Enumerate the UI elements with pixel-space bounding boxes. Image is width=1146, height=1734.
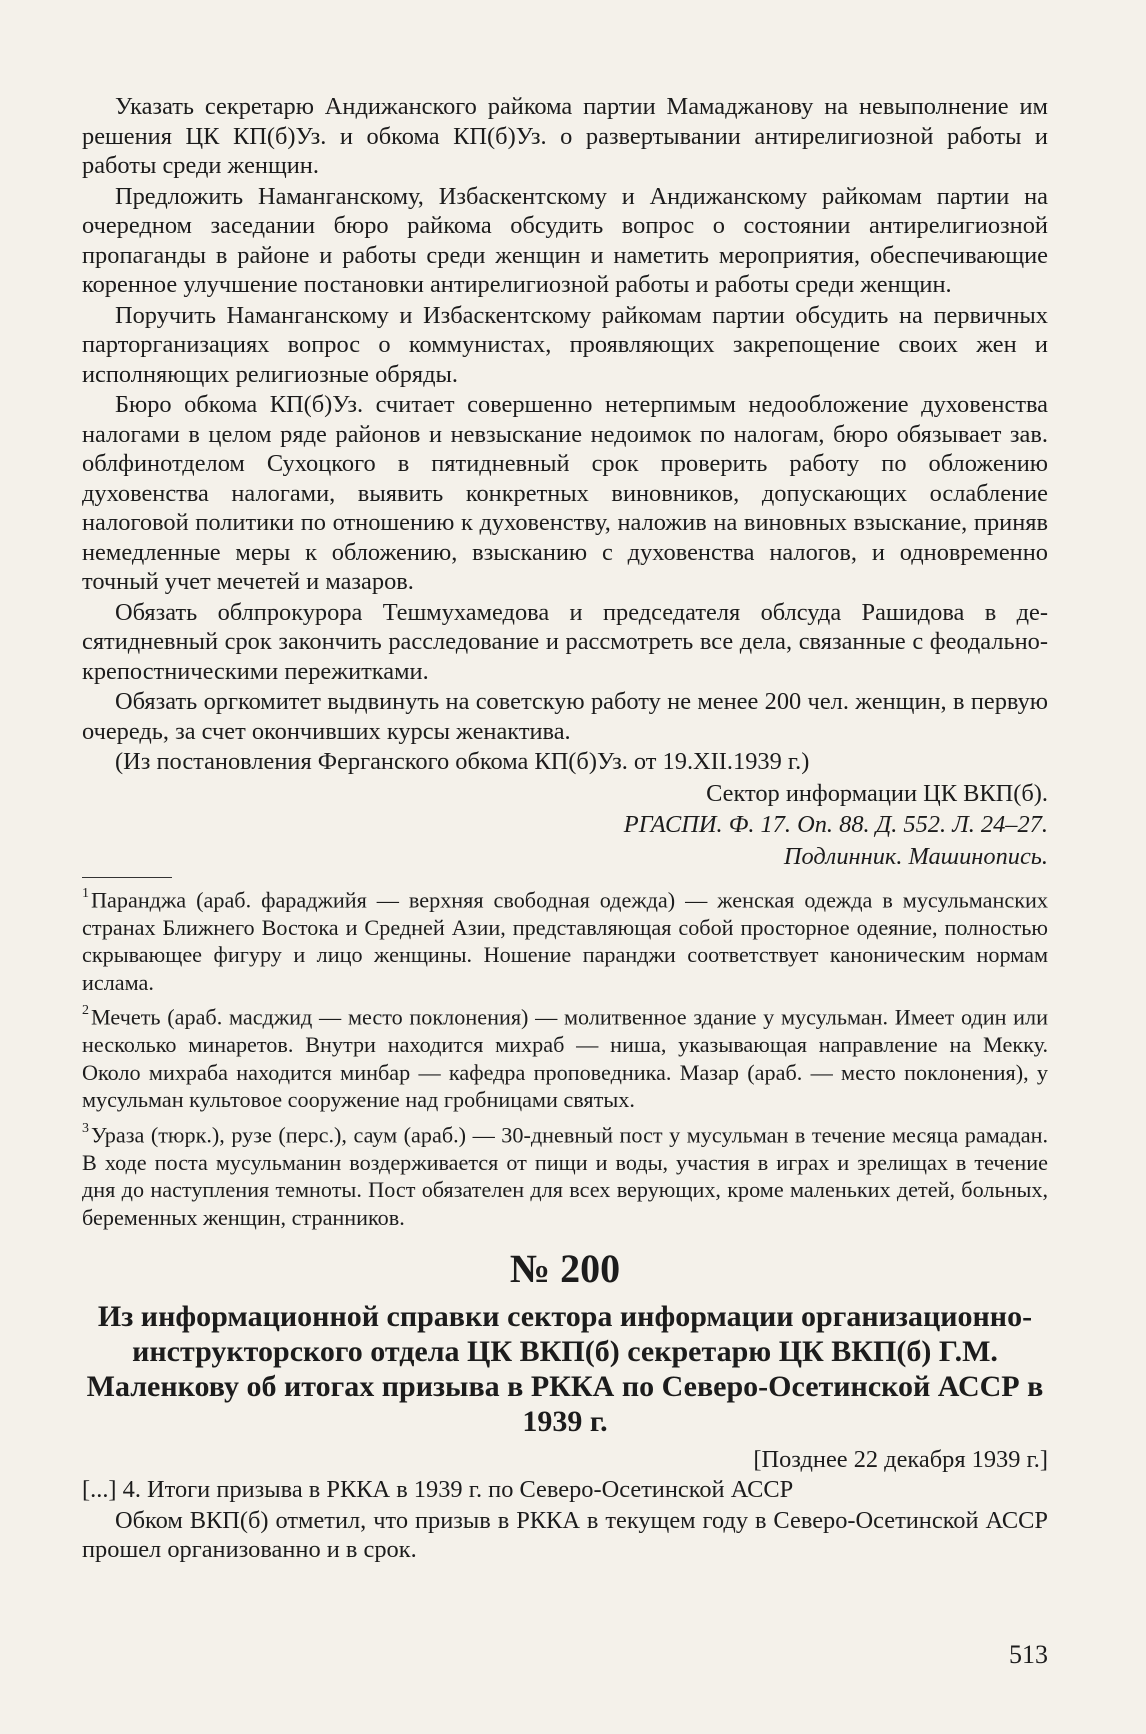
footnote-number: 3	[82, 1120, 89, 1136]
section-line: [...] 4. Итоги призыва в РККА в 1939 г. по Северо-Осетинской АССР	[82, 1476, 794, 1504]
footnote	[82, 882, 1048, 996]
paragraph: Указать секретарю Андижанского райкома партии Мамаджанову на невыполнение им решения ЦК КП(б)Уз. и обкома КП(б)Уз. о развертывании антирелигиозной работы и работы среди женщин.	[82, 93, 1048, 179]
footnote-number: 1	[82, 886, 89, 901]
paragraph: Обязать оргкомитет выдвинуть на советскую работу не менее 200 чел. женщин, в первую очередь, за счет окончивших курсы женактива.	[82, 688, 1048, 745]
footnote-text: Паранджа (араб. фараджийя — верхняя свободная одежда) — женская одежда в мусульманских странах Ближнего Востока и Средней Азии, представляющая собой просторное одеяние, полностью скрывающее фигуру и лицо женщины. Ношение паранджи соответствует каноническим нормам ислама.	[82, 887, 1048, 995]
footnote-text: Мечеть (араб. масджид — место поклонения) — молитвенное здание у мусульман. Имеет один или несколько минаретов. Внутри находится михраб — ниша, указывающая направление на Мекку. Около михраба находится минбар — кафедра проповедника. Мазар (араб. — место поклонения), у мусульман культовое сооружение над гробницами святых.	[82, 1004, 1048, 1113]
document-date: [Позднее 22 декабря 1939 г.]	[753, 1446, 1048, 1474]
paragraph: (Из постановления Ферганского обкома КП(б)Уз. от 19.XII.1939 г.)	[115, 748, 810, 775]
paragraph: Обком ВКП(б) отметил, что призыв в РККА в текущем году в Северо-Осетинской АССР прошел организованно и в срок.	[82, 1506, 1048, 1564]
document-title: Из информационной справки сектора информации организационно-инструкторского отдела ЦК ВКП(б) секретарю ЦК ВКП(б) Г.М. Маленкову об итогах призыва в РККА по Северо-Осетинской АССР в 1939 г.	[86, 1300, 1044, 1439]
footnote-number: 2	[82, 1003, 89, 1019]
paragraph: Поручить Наманганскому и Избаскентскому райкомам партии обсудить на первичных парторганизациях вопрос о коммунистах, проявляющих закрепощение своих жен и исполняющих религиозные обряды.	[82, 301, 1048, 388]
footnote	[82, 999, 1048, 1113]
document-page	[82, 92, 1048, 1566]
source-reference: РГАСПИ. Ф. 17. Оп. 88. Д. 552. Л. 24–27.	[623, 811, 1048, 838]
signature: Сектор информации ЦК ВКП(б).	[706, 779, 1048, 807]
paragraph: Бюро обкома КП(б)Уз. считает совершенно нетерпимым недообложение духовенства налогами в целом ряде районов и невзыскание недоимок по налогам, бюро обязывает зав. облфинотделом Сухоцкого в пятидневный срок проверить работу по обложению духовенства налогами, выявить конкретных виновников, допускающих ослабление налоговой политики по отношению к духовенству, наложив на виновных взыскание, приняв немедленные меры к обложению, взысканию с духовенства налогов, и одновременно точный учет мечетей и мазаров.	[82, 391, 1048, 595]
paragraph: Предложить Наманганскому, Избаскентскому и Андижанскому райкомам партии на очередном заседании бюро райкома обсудить вопрос о состоянии антирелигиозной пропаганды в районе и работы среди женщин и наметить мероприятия, обеспечивающие коренное улучшение постановки антирелигиозной работы и работы среди женщин.	[82, 182, 1048, 298]
page-number: 513	[1009, 1640, 1048, 1669]
document-number: № 200	[509, 1246, 621, 1292]
footnote	[82, 1117, 1048, 1231]
paragraph: Обязать облпрокурора Тешмухамедова и председателя облсуда Рашидова в десятидневный срок закончить расследование и рассмотреть все дела, связанные с феодально-крепостническими пережитками.	[82, 598, 1048, 685]
footnote-divider	[82, 877, 172, 878]
source-type: Подлинник. Машинопись.	[783, 842, 1048, 870]
footnote-text: Ураза (тюрк.), рузе (перс.), саум (араб.) — 30-дневный пост у мусульман в течение месяца рамадан. В ходе поста мусульманин воздерживается от пищи и воды, участия в играх и зрелищах в течение дня до наступления темноты. Пост обязателен для всех верующих, кроме маленьких детей, больных, беременных женщин, странников.	[82, 1122, 1048, 1230]
